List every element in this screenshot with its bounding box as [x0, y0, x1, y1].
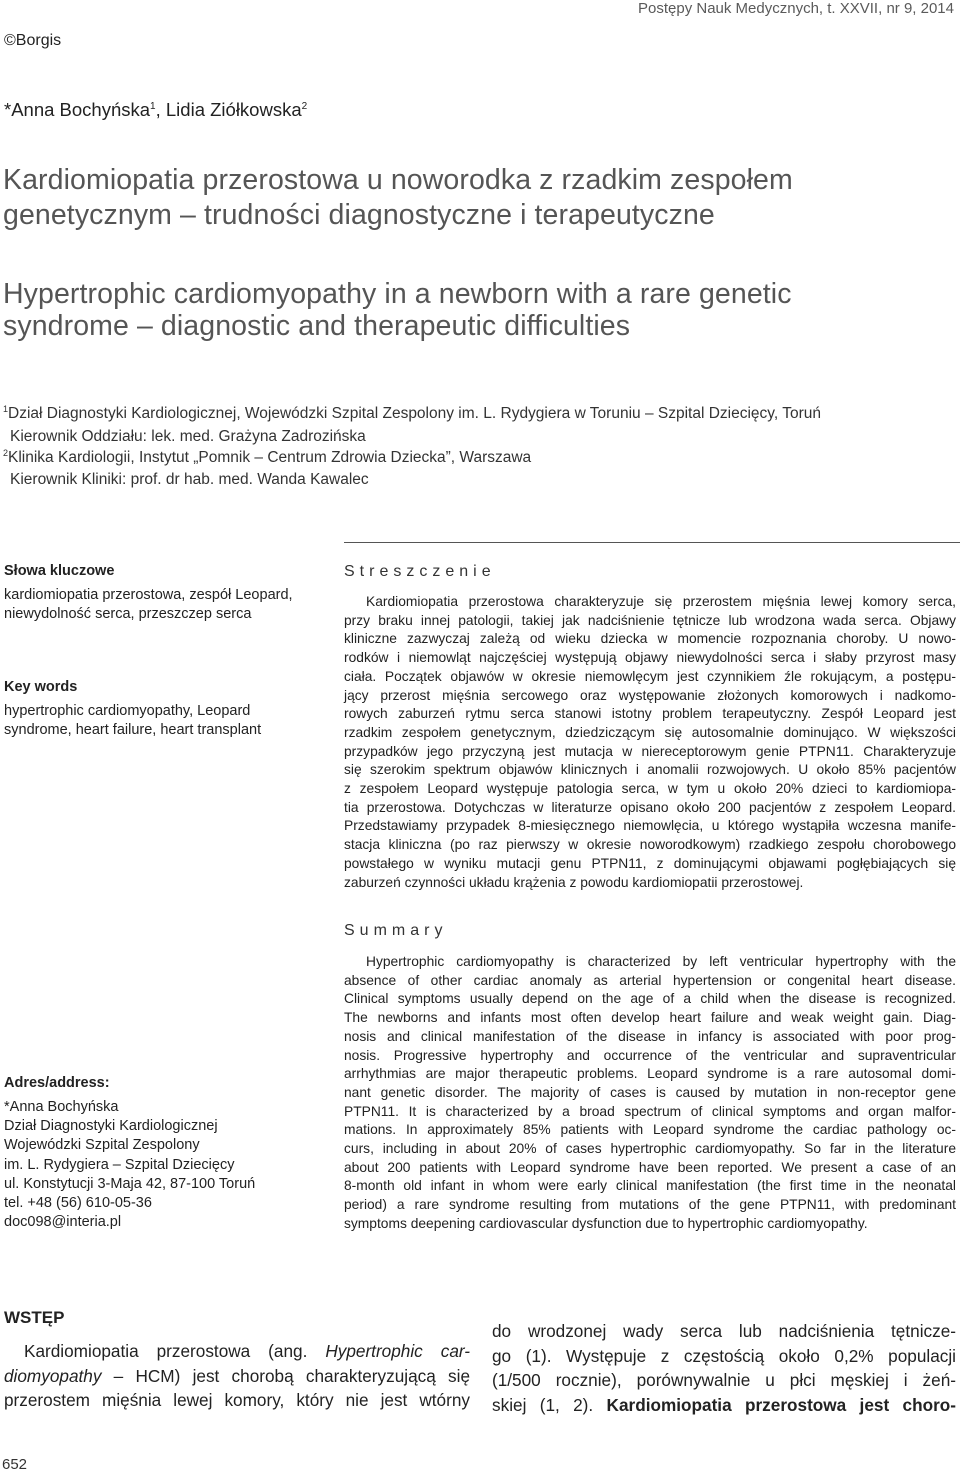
abstract-line: rzadkim zespołem genetycznym, dziedziczącym się autosomalnie dominująco. W większości: [344, 724, 956, 740]
abstract-line: stacja kliniczna (po raz pierwszy w okresie noworodkowym) rzadkiego zespołu chorobowego: [344, 837, 956, 853]
intro-right-column: [492, 1319, 956, 1417]
abstract-polish-heading: Streszczenie: [344, 563, 496, 580]
abstract-line: The newborns and infants most often develop heart failure and weak weight gain. Diag-: [344, 1010, 956, 1026]
abstract-line: arrhythmias are major therapeutic problems. Leopard syndrome is a rare autosomal domi-: [344, 1066, 956, 1082]
abstract-line: nosis and clinical manifestation of the disease in infancy is associated with poor prog-: [344, 1028, 956, 1044]
title-polish-line: genetycznym – trudności diagnostyczne i terapeutyczne: [3, 199, 715, 231]
abstract-line: przy braku innej patologii, takiej jak nadciśnienie tętnicze lub wrodzona wada serca. Objawy: [344, 612, 956, 628]
address-line: *Anna Bochyńska: [4, 1099, 119, 1115]
abstract-line: kliniczne zazwyczaj zależą od wieku dziecka w momencie rozpoznania choroby. U nowo-: [344, 631, 956, 647]
title-english-line: Hypertrophic cardiomyopathy in a newborn with a rare genetic: [3, 278, 792, 310]
affiliation-1-head: Kierownik Oddziału: lek. med. Grażyna Zadrozińska: [10, 428, 366, 445]
intro-heading: WSTĘP: [4, 1308, 65, 1327]
body-text-italic: Hypertrophic car-: [325, 1341, 471, 1361]
abstract-line: rowych zaburzeń rytmu serca stanowi istotny problem terapeutyczny. Zespół Leopard jest: [344, 706, 956, 722]
affiliation-text: Klinika Kardiologii, Instytut „Pomnik – Centrum Zdrowia Dziecka”, Warszawa: [8, 449, 532, 467]
abstract-line: jący przerost mięśnia sercowego oraz występowanie złożonych komorowych i nadkomo-: [344, 687, 956, 703]
abstract-line: ciała. Początek objawów w okresie niemowlęcym jest czynnikiem źle rokującym, a postępu-: [344, 668, 956, 684]
affiliation-2: [3, 448, 531, 467]
abstract-line: przypadków jego przyczyną jest mutacja w niereceptorowym genie PTPN11. Charakteryzuje: [344, 743, 956, 759]
address-line: Wojewódzki Szpital Zespolony: [4, 1137, 200, 1154]
abstract-line: about 200 patients with Leopard syndrome have been reported. We present a case of an: [344, 1159, 956, 1175]
keywords-english-heading: Key words: [4, 679, 78, 695]
author-name: *Anna Bochyńska: [4, 99, 151, 120]
address-heading: Adres/address:: [4, 1075, 110, 1091]
abstract-polish-body: [344, 593, 956, 892]
section-divider: [344, 542, 960, 543]
authors-line: [4, 99, 307, 121]
address-block: [4, 1098, 304, 1232]
affiliation-1: [3, 404, 821, 423]
body-text: skiej (1, 2).: [492, 1394, 607, 1415]
title-english-line: syndrome – diagnostic and therapeutic difficulties: [3, 310, 631, 342]
affiliation-marker: 2: [301, 100, 308, 112]
abstract-line: curs, including in about 20% of cases hypertrophic cardiomyopathy. So far in the literature: [344, 1141, 956, 1157]
body-text: – HCM) jest chorobą charakteryzującą się: [101, 1365, 470, 1386]
body-line: go (1). Występuje z częstością około 0,2% populacji: [492, 1345, 956, 1366]
address-email[interactable]: doc098@interia.pl: [4, 1214, 122, 1231]
abstract-line: powstałego w wyniku mutacji genu PTPN11, z dominującymi objawami pogłębiających się: [344, 855, 956, 871]
page-number: 652: [2, 1456, 28, 1473]
affiliation-text: Dział Diagnostyki Kardiologicznej, Wojewódzki Szpital Zespolony im. L. Rydygiera w Toruniu – Szpital Dziecięcy, Toruń: [8, 405, 821, 423]
abstract-line: mations. In approximately 85% patients with Leopard syndrome the cardiac pathology oc-: [344, 1122, 956, 1138]
abstract-line: tia przerostowa. Dotychczas w literaturze opisano około 200 pacjentów z zespołem Leopard.: [344, 799, 956, 815]
abstract-line: się szerokim spektrum objawów klinicznych i anomalii rozwojowych. U około 85% pacjentów: [344, 762, 956, 778]
body-line: [4, 1364, 470, 1389]
body-line: (1/500 rocznie), porównywalnie u płci męskiej i żeń-: [492, 1370, 956, 1390]
address-line: tel. +48 (56) 610-05-36: [4, 1195, 152, 1212]
affiliation-marker: 1: [150, 100, 156, 112]
abstract-line: z zespołem Leopard występuje patologia serca, w tym u około 20% dzieci to kardiomiopa-: [344, 781, 956, 797]
abstract-line: 8-month old infant in whom were early clinical manifestation (the first time in the neonatal: [344, 1178, 956, 1194]
body-text-bold: Kardiomiopatia przerostowa jest choro-: [606, 1394, 956, 1415]
abstract-line: Clinical symptoms usually depend on the age of a child when the disease is recognized.: [344, 991, 956, 1007]
keywords-english-text: hypertrophic cardiomyopathy, Leopard syndrome, heart failure, heart transplant: [4, 703, 262, 738]
address-line: ul. Konstytucji 3-Maja 42, 87-100 Toruń: [4, 1175, 256, 1192]
abstract-line: Hypertrophic cardiomyopathy is characterized by left ventricular hypertrophy with the: [366, 954, 956, 969]
intro-left-column: [4, 1339, 470, 1413]
keywords-polish-heading: Słowa kluczowe: [4, 563, 115, 579]
body-line: [4, 1339, 470, 1364]
abstract-english-heading: Summary: [344, 922, 448, 939]
running-header: Postępy Nauk Medycznych, t. XXVII, nr 9, 2014: [638, 0, 954, 17]
abstract-line: Przedstawiamy przypadek 8-miesięcznego niemowlęcia, u którego wystąpiła wczesna manife-: [344, 818, 956, 834]
abstract-line: PTPN11. It is characterized by a broad spectrum of clinical symptoms and organ malfor-: [344, 1103, 956, 1119]
body-line: przerostem mięśnia lewej komory, który nie jest wtórny: [4, 1390, 470, 1410]
keywords-polish-text: kardiomiopatia przerostowa, zespół Leopard, niewydolność serca, przeszczep serca: [4, 587, 293, 622]
address-line: im. L. Rydygiera – Szpital Dziecięcy: [4, 1156, 235, 1173]
body-text-italic: diomyopathy: [4, 1365, 102, 1386]
abstract-line: rodków i niemowląt najczęściej występują objawy niewydolności serca i słaby przyrost masy: [344, 650, 956, 666]
address-line: Dział Diagnostyki Kardiologicznej: [4, 1118, 218, 1135]
body-line: [492, 1393, 956, 1418]
body-text: Kardiomiopatia przerostowa (ang.: [24, 1341, 326, 1361]
affiliation-marker: 2: [3, 448, 9, 458]
title-polish-line: Kardiomiopatia przerostowa u noworodka z rzadkim zespołem: [3, 164, 793, 196]
abstract-line: absence of other cardiac anomaly as arterial hypertension or congenital heart disease.: [344, 972, 956, 988]
author-name: Lidia Ziółkowska: [165, 99, 302, 120]
abstract-line: symptoms deepening cardiovascular dysfunction due to hypertrophic cardiomyopathy.: [344, 1215, 868, 1231]
abstract-line: nant genetic disorder. The majority of cases is caused by mutation in non-receptor gene: [344, 1084, 956, 1100]
abstract-english-body: [344, 953, 956, 1234]
copyright-label: ©Borgis: [4, 32, 62, 49]
author-separator: ,: [155, 99, 166, 120]
body-line: do wrodzonej wady serca lub nadciśnienia tętnicze-: [492, 1321, 956, 1341]
abstract-line: zaburzeń czynności układu krążenia z powodu kardiomiopatii przerostowej.: [344, 874, 804, 890]
affiliation-marker: 1: [3, 404, 9, 414]
abstract-line: period) a rare syndrome resulting from mutations of the gene PTPN11, with predominant: [344, 1197, 956, 1213]
abstract-line: nosis. Progressive hypertrophy and occurrence of the ventricular and supraventricular: [344, 1047, 956, 1063]
abstract-line: Kardiomiopatia przerostowa charakteryzuje się przerostem mięśnia lewej komory serca,: [366, 594, 956, 609]
affiliation-2-head: Kierownik Kliniki: prof. dr hab. med. Wanda Kawalec: [10, 471, 369, 488]
